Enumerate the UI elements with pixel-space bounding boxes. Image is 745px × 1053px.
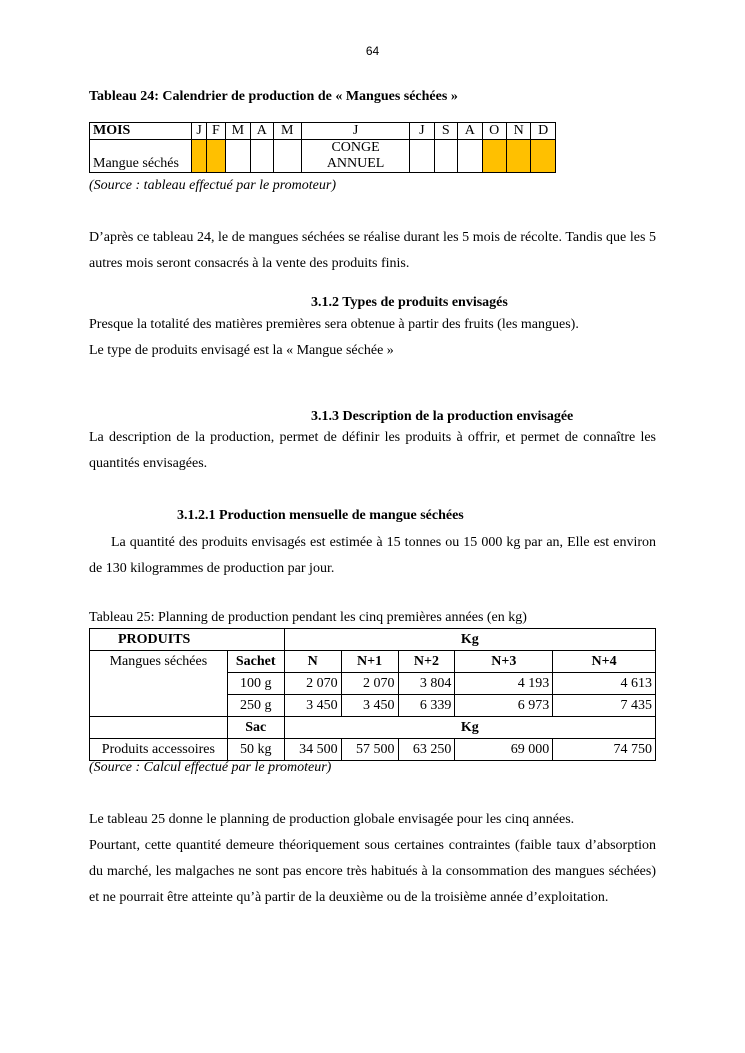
kg-header: Kg xyxy=(284,629,655,651)
conclusion-paragraph: Pourtant, cette quantité demeure théoriquement sous certaines contraintes (faible taux d’absorption du marché, les malgaches ne sont pas encore très habitués à la consommation des mangues séchées) et ne pourrait être atteinte qu’à partir de la deuxième ou de la troisième année d’exploitation. xyxy=(89,838,656,905)
year-n4: N+4 xyxy=(553,651,656,673)
mangue-row-label: Mangue séchés xyxy=(90,140,192,173)
t25-header-row xyxy=(90,629,656,651)
value-cell: 3 450 xyxy=(341,695,398,717)
heading-3-1-3: 3.1.3 Description de la production envisagée xyxy=(311,409,574,424)
cell-feb-highlighted xyxy=(207,140,225,173)
paragraph-tableau24: D’après ce tableau 24, le de mangues séchées se réalise durant les 5 mois de récolte. Tandis que les 5 autres mois seront consacrés à la vente des produits finis. xyxy=(89,230,656,271)
table25-title: Tableau 25: Planning de production pendant les cinq premières années (en kg) xyxy=(89,610,527,625)
table25-source: (Source : Calcul effectué par le promoteur) xyxy=(89,760,332,775)
month-may: M xyxy=(273,123,302,140)
table24-title: Tableau 24: Calendrier de production de « Mangues séchées » xyxy=(89,89,458,104)
sac-header: Sac xyxy=(227,717,284,739)
value-cell: 4 193 xyxy=(455,673,553,695)
value-cell: 6 339 xyxy=(398,695,455,717)
mois-header: MOIS xyxy=(90,123,192,140)
production-planning-table xyxy=(89,628,656,761)
description-paragraph: La description de la production, permet de définir les produits à offrir, et permet de connaître les quantités envisagées. xyxy=(89,430,656,471)
cell-jul xyxy=(410,140,434,173)
cell-nov-highlighted xyxy=(506,140,530,173)
month-jul: J xyxy=(410,123,434,140)
conclusion-line1: Le tableau 25 donne le planning de production globale envisagée pour les cinq années. xyxy=(89,812,575,827)
table24-source: (Source : tableau effectué par le promoteur) xyxy=(89,178,337,193)
value-cell: 2 070 xyxy=(284,673,341,695)
value-cell: 7 435 xyxy=(553,695,656,717)
types-line2: Le type de produits envisagé est la « Mangue séchée » xyxy=(89,343,394,358)
table-row xyxy=(90,739,656,761)
conge-line1: CONGE xyxy=(331,140,380,155)
kg-subheader: Kg xyxy=(284,717,655,739)
cell-mar xyxy=(225,140,250,173)
value-cell: 4 613 xyxy=(553,673,656,695)
year-n2: N+2 xyxy=(398,651,455,673)
value-cell: 6 973 xyxy=(455,695,553,717)
month-oct: O xyxy=(482,123,506,140)
value-cell: 2 070 xyxy=(341,673,398,695)
heading-3-1-2: 3.1.2 Types de produits envisagés xyxy=(311,295,508,310)
value-cell: 69 000 xyxy=(455,739,553,761)
size-50kg: 50 kg xyxy=(227,739,284,761)
cell-apr xyxy=(251,140,273,173)
size-100g: 100 g xyxy=(227,673,284,695)
value-cell: 34 500 xyxy=(284,739,341,761)
sachet-header: Sachet xyxy=(227,651,284,673)
month-mar: M xyxy=(225,123,250,140)
heading-3-1-2-1: 3.1.2.1 Production mensuelle de mangue séchées xyxy=(177,508,464,523)
year-n: N xyxy=(284,651,341,673)
year-n1: N+1 xyxy=(341,651,398,673)
size-250g: 250 g xyxy=(227,695,284,717)
cell-jan-highlighted xyxy=(191,140,206,173)
empty-cell xyxy=(90,717,228,739)
table24-data-row xyxy=(90,140,556,173)
types-line1: Presque la totalité des matières premières sera obtenue à partir des fruits (les mangues). xyxy=(89,317,579,332)
cell-oct-highlighted xyxy=(482,140,506,173)
month-sep: A xyxy=(458,123,482,140)
t25-sac-row xyxy=(90,717,656,739)
production-calendar-table xyxy=(89,122,556,173)
month-dec: D xyxy=(531,123,556,140)
conge-annuel-cell xyxy=(302,140,410,173)
page-number: 64 xyxy=(365,44,380,58)
value-cell: 74 750 xyxy=(553,739,656,761)
produits-accessoires-label: Produits accessoires xyxy=(90,739,228,761)
month-feb: F xyxy=(207,123,225,140)
month-jan: J xyxy=(191,123,206,140)
produits-header: PRODUITS xyxy=(90,629,285,651)
value-cell: 57 500 xyxy=(341,739,398,761)
production-paragraph: La quantité des produits envisagés est estimée à 15 tonnes ou 15 000 kg par an, Elle est environ de 130 kilogrammes de production par jour. xyxy=(89,535,656,576)
value-cell: 3 450 xyxy=(284,695,341,717)
value-cell: 63 250 xyxy=(398,739,455,761)
month-nov: N xyxy=(506,123,530,140)
month-jun: J xyxy=(302,123,410,140)
month-apr: A xyxy=(251,123,273,140)
value-cell: 3 804 xyxy=(398,673,455,695)
t25-years-row xyxy=(90,651,656,673)
month-aug: S xyxy=(434,123,457,140)
conge-line2: ANNUEL xyxy=(326,156,385,171)
cell-sep xyxy=(458,140,482,173)
mangues-sechees-label: Mangues séchées xyxy=(90,651,228,717)
cell-dec-highlighted xyxy=(531,140,556,173)
cell-aug xyxy=(434,140,457,173)
table24-header-row xyxy=(90,123,556,140)
cell-may xyxy=(273,140,302,173)
year-n3: N+3 xyxy=(455,651,553,673)
